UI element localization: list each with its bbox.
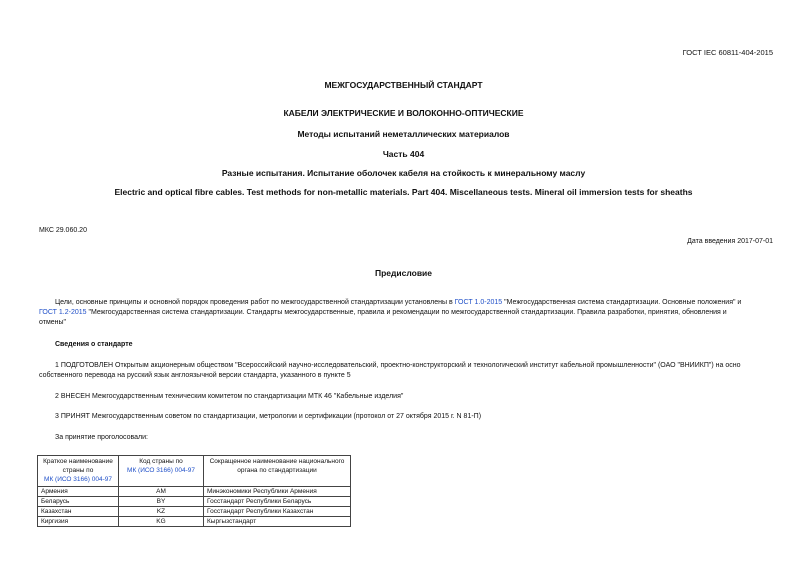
mks-code: МКС 29.060.20: [39, 227, 87, 234]
item-1-prepared: 1 ПОДГОТОВЛЕН Открытым акционерным обществом "Всероссийский научно-исследовательский, проектно-конструкторский и технологический институт кабельной промышленности" (ОАО "ВНИИКП") на осно: [55, 362, 741, 369]
mk-iso-link[interactable]: МК (ИСО 3166) 004-97: [44, 476, 112, 483]
paragraph-text: "Межгосударственная система стандартизации. Стандарты межгосударственные, правила и рекомендации по межгосударственной стандартизации. Правила разработки, принятия, обновления и: [86, 309, 727, 316]
cell-country: Беларусь: [38, 497, 119, 507]
cell-code: KZ: [119, 507, 204, 517]
gost-1-2-link[interactable]: ГОСТ 1.2-2015: [39, 309, 87, 316]
document-subtitle: Методы испытаний неметаллических материалов: [297, 129, 510, 139]
cell-organ: Госстандарт Республики Беларусь: [204, 497, 351, 507]
document-code: ГОСТ IEC 60811-404-2015: [682, 48, 773, 57]
item-1-prepared-cont: собственного перевода на русский язык англоязычной версии стандарта, указанного в пункте 5: [39, 372, 351, 379]
table-row: [38, 497, 351, 507]
voting-countries-table: [37, 455, 351, 527]
cell-organ: Минэкономики Республики Армения: [204, 487, 351, 497]
cell-country: Киргизия: [38, 517, 119, 527]
column-header-code: Код страны по МК (ИСО 3166) 004-97: [119, 456, 204, 487]
paragraph-text: "Межгосударственная система стандартизации. Основные положения" и: [502, 299, 742, 306]
document-title: КАБЕЛИ ЭЛЕКТРИЧЕСКИЕ И ВОЛОКОННО-ОПТИЧЕСКИЕ: [283, 108, 524, 118]
cell-organ: Госстандарт Республики Казахстан: [204, 507, 351, 517]
preface-paragraph-line: отмены": [39, 319, 67, 326]
table-row: [38, 507, 351, 517]
table-header-row: [38, 456, 351, 487]
item-2-submitted: 2 ВНЕСЕН Межгосударственным техническим комитетом по стандартизации МТК 46 "Кабельные изделия": [55, 393, 404, 400]
document-title-english: Electric and optical fibre cables. Test methods for non-metallic materials. Part 404. Miscellaneous tests. Mineral oil immersion tests for sheaths: [114, 187, 693, 197]
voted-for-label: За принятие проголосовали:: [55, 434, 148, 441]
table-row: [38, 517, 351, 527]
item-3-adopted: 3 ПРИНЯТ Межгосударственным советом по стандартизации, метрологии и сертификации (протокол от 27 октября 2015 г. N 81-П): [55, 413, 482, 420]
column-header-organ: Сокращенное наименование национального органа по стандартизации: [204, 456, 351, 487]
standard-info-heading: Сведения о стандарте: [55, 341, 133, 348]
cell-code: AM: [119, 487, 204, 497]
cell-country: Казахстан: [38, 507, 119, 517]
table-row: [38, 487, 351, 497]
mk-iso-link[interactable]: МК (ИСО 3166) 004-97: [127, 467, 195, 474]
cell-code: BY: [119, 497, 204, 507]
cell-organ: Кыргызстандарт: [204, 517, 351, 527]
preface-paragraph-line: [55, 298, 741, 308]
paragraph-text: Цели, основные принципы и основной порядок проведения работ по межгосударственной стандартизации установлены в: [55, 299, 455, 306]
document-part: Часть 404: [382, 149, 425, 159]
gost-1-0-link[interactable]: ГОСТ 1.0-2015: [454, 299, 503, 306]
preface-paragraph-line: [39, 308, 727, 318]
introduction-date: Дата введения 2017-07-01: [687, 238, 773, 245]
standard-type-heading: МЕЖГОСУДАРСТВЕННЫЙ СТАНДАРТ: [324, 80, 483, 90]
column-header-country: Краткое наименование страны по МК (ИСО 3166) 004-97: [38, 456, 119, 487]
cell-country: Армения: [38, 487, 119, 497]
document-part-title: Разные испытания. Испытание оболочек кабеля на стойкость к минеральному маслу: [221, 168, 586, 178]
cell-code: KG: [119, 517, 204, 527]
preface-heading: Предисловие: [374, 268, 433, 278]
